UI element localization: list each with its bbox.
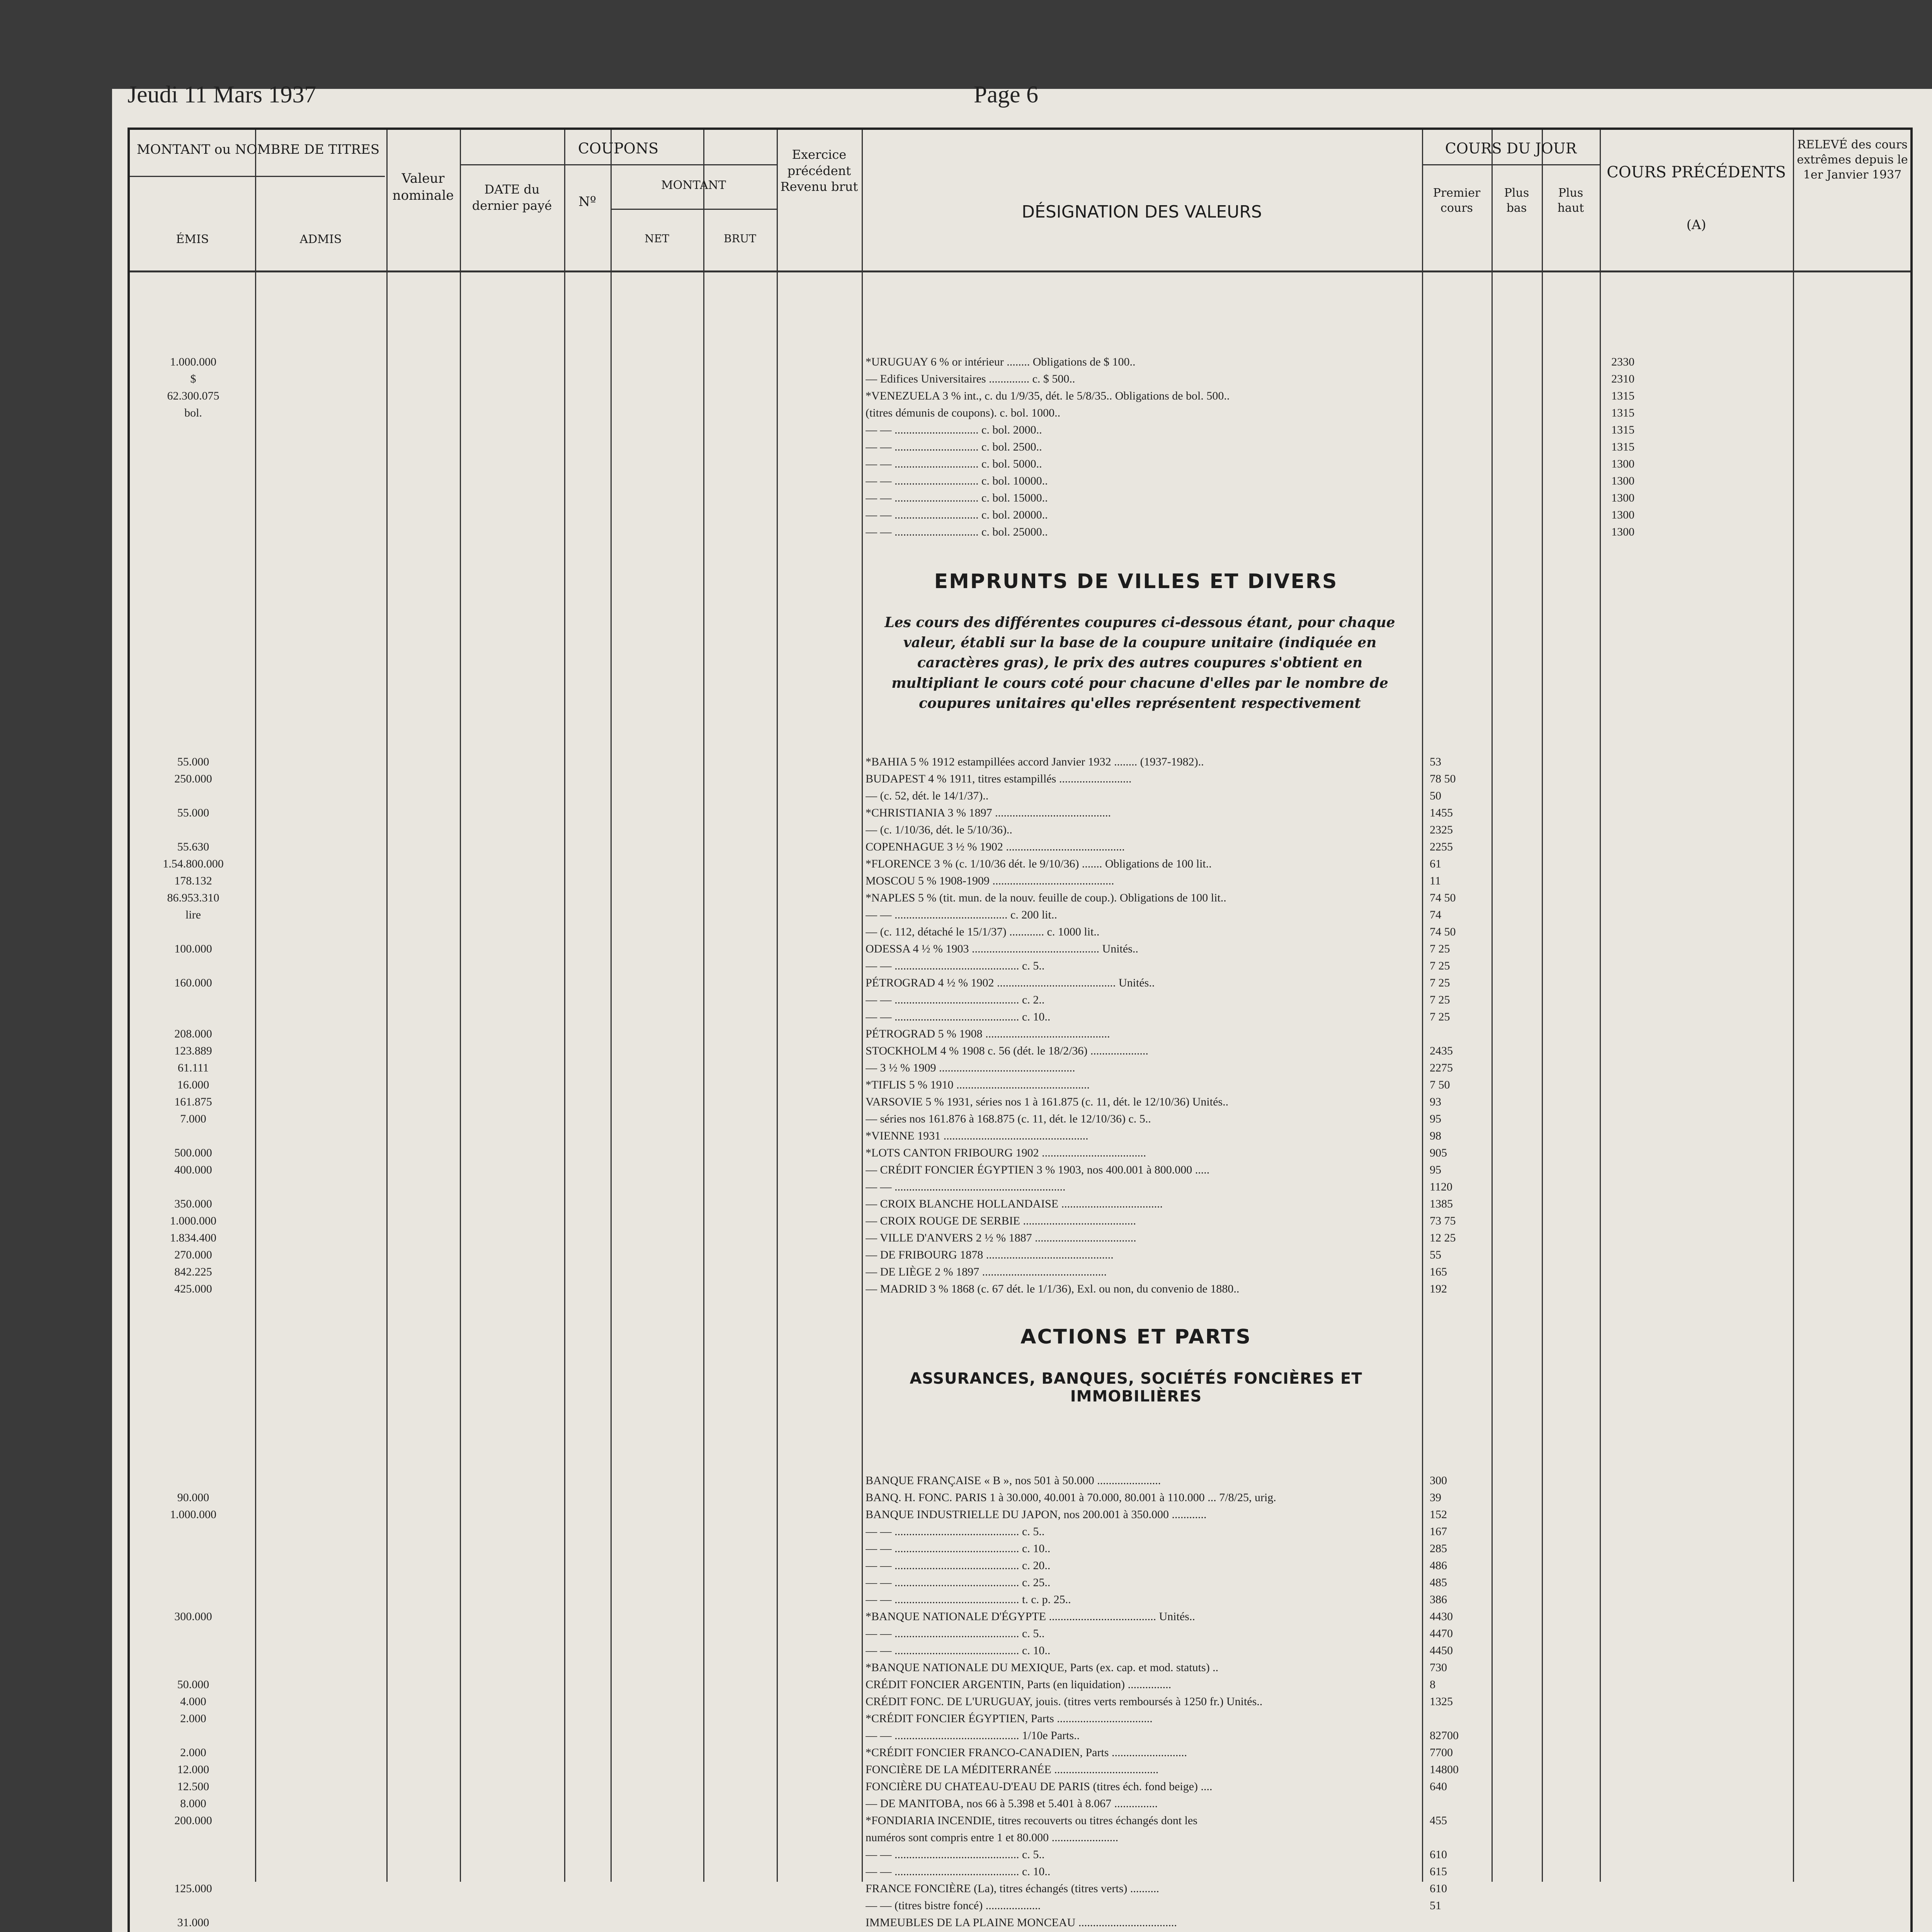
- titres-emis-value: 160.000: [174, 976, 212, 989]
- page-number: Page 6: [974, 82, 1039, 108]
- cours-value: 2255: [1430, 840, 1453, 853]
- titres-emis-value: 55.000: [177, 755, 209, 768]
- security-row: — — ........................................... c. 2..: [866, 993, 1045, 1006]
- cours-value: 95: [1430, 1112, 1441, 1125]
- cours-value: 73 75: [1430, 1214, 1456, 1227]
- cours-value: 55: [1430, 1248, 1441, 1261]
- titres-emis-value: 178.132: [174, 874, 212, 887]
- security-row: — séries nos 161.876 à 168.875 (c. 11, dét. le 12/10/36) c. 5..: [866, 1112, 1151, 1125]
- titres-emis-value: 123.889: [174, 1044, 212, 1057]
- security-row: — — ............................. c. bol. 10000..: [866, 474, 1048, 487]
- security-row: — VILLE D'ANVERS 2 ½ % 1887 ...................................: [866, 1231, 1136, 1244]
- security-row: — — ........................................... c. 25..: [866, 1576, 1051, 1589]
- header-sub-rule: [460, 164, 777, 165]
- titres-emis-value: 270.000: [174, 1248, 212, 1261]
- titres-emis-value: [135, 507, 251, 524]
- security-row: BANQUE INDUSTRIELLE DU JAPON, nos 200.001 à 350.000 ............: [866, 1508, 1207, 1521]
- header-brut: BRUT: [724, 232, 756, 245]
- security-row: FONCIÈRE DU CHATEAU-D'EAU DE PARIS (titres éch. fond beige) ....: [866, 1780, 1213, 1793]
- security-row: FRANCE FONCIÈRE (La), titres échangés (titres verts) ..........: [866, 1882, 1159, 1895]
- security-row: — — ........................................... c. 5..: [866, 1525, 1045, 1538]
- titres-emis-value: 31.000: [177, 1916, 209, 1929]
- security-row: MOSCOU 5 % 1908-1909 ..........................................: [866, 874, 1114, 887]
- titres-emis-value: [135, 923, 251, 940]
- cours-value: 7 25: [1430, 993, 1450, 1006]
- page-date: Jeudi 11 Mars 1937: [128, 82, 316, 108]
- cours-value: 905: [1430, 1146, 1447, 1159]
- cours-value: 1300: [1611, 526, 1634, 538]
- premier-cours-banks: [1430, 1472, 1484, 1932]
- titres-emis-value: 1.000.000: [170, 355, 216, 368]
- titres-emis-value: [135, 1659, 251, 1676]
- emis-figures-city-loans: [135, 753, 251, 1298]
- titres-emis-value: 7.000: [180, 1112, 206, 1125]
- cours-value: 165: [1430, 1265, 1447, 1278]
- header-sub-rule: [130, 176, 385, 177]
- cours-value: 285: [1430, 1542, 1447, 1555]
- titres-emis-value: $: [190, 372, 196, 385]
- security-row: — 3 ½ % 1909 ...............................................: [866, 1061, 1075, 1074]
- header-cours-precedents: COURS PRÉCÉDENTS: [1607, 163, 1786, 181]
- cours-value: [1430, 1710, 1484, 1727]
- cours-value: 1315: [1611, 423, 1634, 436]
- security-row: BANQ. H. FONC. PARIS 1 à 30.000, 40.001 à 70.000, 80.001 à 110.000 ... 7/8/25, urig.: [866, 1491, 1276, 1504]
- cours-value: 2310: [1611, 372, 1634, 385]
- header-date-dernier: DATE du dernier payé: [472, 182, 552, 213]
- security-row: PÉTROGRAD 4 ½ % 1902 ......................................... Unités..: [866, 976, 1155, 989]
- security-row: PÉTROGRAD 5 % 1908 ...........................................: [866, 1027, 1110, 1040]
- security-row: FONCIÈRE DE LA MÉDITERRANÉE ....................................: [866, 1763, 1159, 1776]
- header-bottom-rule: [130, 270, 1910, 272]
- titres-emis-value: lire: [185, 908, 201, 921]
- column-divider: [1542, 130, 1543, 1882]
- security-row: *CRÉDIT FONCIER ÉGYPTIEN, Parts .................................: [866, 1712, 1153, 1725]
- titres-emis-value: 50.000: [177, 1678, 209, 1691]
- security-row: — — ........................................... t. c. p. 25..: [866, 1593, 1071, 1606]
- security-row: — — ........................................... c. 10..: [866, 1644, 1051, 1657]
- cours-value: 2330: [1611, 355, 1634, 368]
- titres-emis-value: [135, 524, 251, 541]
- cours-value: 74: [1430, 908, 1441, 921]
- column-divider: [1492, 130, 1493, 1882]
- titres-emis-value: [135, 1897, 251, 1914]
- security-row: BANQUE FRANÇAISE « B », nos 501 à 50.000 ......................: [866, 1474, 1161, 1487]
- titres-emis-value: 2.000: [180, 1712, 206, 1725]
- security-row: — — ........................................... c. 5..: [866, 1627, 1045, 1640]
- titres-emis-value: 55.630: [177, 840, 209, 853]
- titres-emis-value: [135, 1829, 251, 1846]
- security-row: — — ........................................... 1/10e Parts..: [866, 1729, 1080, 1742]
- titres-emis-value: [135, 1846, 251, 1863]
- header-emis: ÉMIS: [176, 233, 209, 246]
- security-row: — (c. 52, dét. le 14/1/37)..: [866, 789, 989, 802]
- cours-value: 98: [1430, 1129, 1441, 1142]
- titres-emis-value: 500.000: [174, 1146, 212, 1159]
- titres-emis-value: 2.000: [180, 1746, 206, 1759]
- cours-value: 2435: [1430, 1044, 1453, 1057]
- header-admis: ADMIS: [299, 233, 342, 246]
- security-row: — — ........................................... c. 20..: [866, 1559, 1051, 1572]
- security-row: IMMEUBLES DE LA PLAINE MONCEAU ..................................: [866, 1916, 1177, 1929]
- titres-emis-value: [135, 456, 251, 473]
- premier-cours-city-loans: [1430, 753, 1484, 1298]
- security-row: — — ........................................... c. 10..: [866, 1865, 1051, 1878]
- security-row: *CRÉDIT FONCIER FRANCO-CANADIEN, Parts ..........................: [866, 1746, 1187, 1759]
- cours-value: 7 25: [1430, 1010, 1450, 1023]
- column-divider: [1793, 130, 1794, 1882]
- titres-emis-value: 12.500: [177, 1780, 209, 1793]
- cours-value: 1315: [1611, 406, 1634, 419]
- security-row: — — ........................................... c. 10..: [866, 1542, 1051, 1555]
- cours-value: 93: [1430, 1095, 1441, 1108]
- cours-value: 53: [1430, 755, 1441, 768]
- listing-block-city-loans: [866, 753, 1418, 1298]
- titres-emis-value: [135, 490, 251, 507]
- cours-value: 615: [1430, 1865, 1447, 1878]
- header-plus-haut: Plus haut: [1557, 186, 1584, 215]
- emis-figures-bonds: [135, 354, 251, 541]
- security-row: *VENEZUELA 3 % int., c. du 1/9/35, dét. le 5/8/35.. Obligations de bol. 500..: [866, 389, 1230, 402]
- security-row: *URUGUAY 6 % or intérieur ........ Obligations de $ 100..: [866, 355, 1136, 368]
- cours-value: 610: [1430, 1882, 1447, 1895]
- security-row: — DE FRIBOURG 1878 ............................................: [866, 1248, 1114, 1261]
- titres-emis-value: 842.225: [174, 1265, 212, 1278]
- titres-emis-value: 4.000: [180, 1695, 206, 1708]
- security-row: — (c. 112, détaché le 15/1/37) ............ c. 1000 lit..: [866, 925, 1100, 938]
- cours-value: [1430, 1795, 1484, 1812]
- titres-emis-value: [135, 1179, 251, 1196]
- titres-emis-value: [135, 1557, 251, 1574]
- security-row: — — ....................................... c. 200 lit..: [866, 908, 1057, 921]
- titres-emis-value: [135, 439, 251, 456]
- security-row: — — ............................. c. bol. 5000..: [866, 457, 1042, 470]
- column-divider: [460, 130, 461, 1882]
- titres-emis-value: [135, 1574, 251, 1591]
- titres-emis-value: 125.000: [174, 1882, 212, 1895]
- titres-emis-value: [135, 1472, 251, 1489]
- titres-emis-value: [135, 957, 251, 975]
- cours-value: 300: [1430, 1474, 1447, 1487]
- cours-value: [1430, 1026, 1484, 1043]
- cours-value: 78 50: [1430, 772, 1456, 785]
- security-row: — MADRID 3 % 1868 (c. 67 dét. le 1/1/36), Exl. ou non, du convenio de 1880..: [866, 1282, 1240, 1295]
- titres-emis-value: 90.000: [177, 1491, 209, 1504]
- titres-emis-value: [135, 787, 251, 804]
- header-sub-rule: [1422, 164, 1600, 165]
- security-row: *BAHIA 5 % 1912 estampillées accord Janvier 1932 ........ (1937-1982)..: [866, 755, 1204, 768]
- cours-value: 39: [1430, 1491, 1441, 1504]
- cours-value: 730: [1430, 1661, 1447, 1674]
- cours-value: 640: [1430, 1780, 1447, 1793]
- header-cours-du-jour: COURS DU JOUR: [1445, 140, 1577, 157]
- security-row: STOCKHOLM 4 % 1908 c. 56 (dét. le 18/2/36) ....................: [866, 1044, 1148, 1057]
- titres-emis-value: [135, 1863, 251, 1880]
- section-actions-title: ACTIONS ET PARTS: [1020, 1325, 1252, 1349]
- cours-value: [1430, 1829, 1484, 1846]
- security-row: *TIFLIS 5 % 1910 ..............................................: [866, 1078, 1090, 1091]
- titres-emis-value: 100.000: [174, 942, 212, 955]
- titres-emis-value: [135, 1727, 251, 1744]
- cours-value: 50: [1430, 789, 1441, 802]
- security-row: — Edifices Universitaires .............. c. $ 500..: [866, 372, 1075, 385]
- security-row: CRÉDIT FONC. DE L'URUGUAY, jouis. (titres verts remboursés à 1250 fr.) Unités..: [866, 1695, 1263, 1708]
- security-row: — — ........................................... c. 10..: [866, 1010, 1051, 1023]
- security-row: *BANQUE NATIONALE D'ÉGYPTE ..................................... Unités..: [866, 1610, 1195, 1623]
- security-row: *BANQUE NATIONALE DU MEXIQUE, Parts (ex. cap. et mod. statuts) ..: [866, 1661, 1219, 1674]
- cours-value: 1300: [1611, 492, 1634, 504]
- titres-emis-value: 1.834.400: [170, 1231, 216, 1244]
- cours-value: 455: [1430, 1814, 1447, 1827]
- titres-emis-value: 1.000.000: [170, 1508, 216, 1521]
- header-coupons: COUPONS: [578, 140, 659, 157]
- column-divider: [777, 130, 778, 1882]
- cours-value: 61: [1430, 857, 1441, 870]
- security-row: numéros sont compris entre 1 et 80.000 .......................: [866, 1831, 1119, 1844]
- column-divider: [255, 130, 256, 1882]
- header-releve: RELEVÉ des cours extrêmes depuis le 1er Janvier 1937: [1797, 138, 1908, 182]
- titres-emis-value: [135, 1128, 251, 1145]
- titres-emis-value: 62.300.075: [167, 389, 219, 402]
- security-row: — — (titres bistre foncé) ...................: [866, 1899, 1041, 1912]
- security-row: VARSOVIE 5 % 1931, séries nos 1 à 161.875 (c. 11, dét. le 12/10/36) Unités..: [866, 1095, 1229, 1108]
- cours-value: 95: [1430, 1163, 1441, 1176]
- cours-value: 7 25: [1430, 959, 1450, 972]
- titres-emis-value: 400.000: [174, 1163, 212, 1176]
- header-valeur-nominale: Valeur nominale: [392, 171, 454, 204]
- titres-emis-value: [135, 1009, 251, 1026]
- cours-value: 485: [1430, 1576, 1447, 1589]
- cours-value: 1315: [1611, 389, 1634, 402]
- titres-emis-value: 208.000: [174, 1027, 212, 1040]
- cours-value: 82700: [1430, 1729, 1459, 1742]
- cours-value: 7 50: [1430, 1078, 1450, 1091]
- column-divider: [862, 130, 863, 1882]
- cours-precedents-bonds: [1611, 354, 1665, 541]
- titres-emis-value: [135, 1523, 251, 1540]
- cours-value: 192: [1430, 1282, 1447, 1295]
- cours-value: 4450: [1430, 1644, 1453, 1657]
- security-row: — — ............................. c. bol. 15000..: [866, 492, 1048, 504]
- column-divider: [564, 130, 565, 1882]
- security-row: *LOTS CANTON FRIBOURG 1902 ....................................: [866, 1146, 1146, 1159]
- header-cours-precedents-note: (A): [1686, 217, 1706, 233]
- cours-value: 7 25: [1430, 976, 1450, 989]
- titres-emis-value: [135, 821, 251, 838]
- titres-emis-value: 61.111: [177, 1061, 209, 1074]
- security-row: — CROIX ROUGE DE SERBIE .......................................: [866, 1214, 1136, 1227]
- cours-value: 1300: [1611, 474, 1634, 487]
- titres-emis-value: 55.000: [177, 806, 209, 819]
- cours-value: 4430: [1430, 1610, 1453, 1623]
- security-row: — — ............................. c. bol. 20000..: [866, 509, 1048, 521]
- cours-value: 386: [1430, 1593, 1447, 1606]
- cours-value: 4470: [1430, 1627, 1453, 1640]
- security-row: BUDAPEST 4 % 1911, titres estampillés .........................: [866, 772, 1132, 785]
- cours-value: 11: [1430, 874, 1441, 887]
- emis-figures-banks: [135, 1472, 251, 1932]
- cours-value: 2275: [1430, 1061, 1453, 1074]
- cours-value: 12 25: [1430, 1231, 1456, 1244]
- cours-value: 7700: [1430, 1746, 1453, 1759]
- titres-emis-value: [135, 992, 251, 1009]
- titres-emis-value: [135, 1642, 251, 1659]
- security-row: (titres démunis de coupons). c. bol. 1000..: [866, 406, 1061, 419]
- header-designation: DÉSIGNATION DES VALEURS: [1022, 202, 1262, 222]
- titres-emis-value: 425.000: [174, 1282, 212, 1295]
- section-actions-subtitle: ASSURANCES, BANQUES, SOCIÉTÉS FONCIÈRES ET IMMOBILIÈRES: [910, 1370, 1362, 1405]
- column-divider: [1600, 130, 1601, 1882]
- cours-value: 610: [1430, 1848, 1447, 1861]
- security-row: ODESSA 4 ½ % 1903 ............................................ Unités..: [866, 942, 1138, 955]
- cours-value: 1300: [1611, 457, 1634, 470]
- cours-value: 51: [1430, 1899, 1441, 1912]
- titres-emis-value: 86.953.310: [167, 891, 219, 904]
- titres-emis-value: [135, 422, 251, 439]
- security-row: — — ............................. c. bol. 2500..: [866, 440, 1042, 453]
- cours-value: [1430, 1914, 1484, 1931]
- column-divider: [611, 130, 612, 1882]
- cours-value: 1300: [1611, 509, 1634, 521]
- listing-block-banks: [866, 1472, 1418, 1932]
- section-emprunts-title: EMPRUNTS DE VILLES ET DIVERS: [934, 570, 1338, 593]
- titres-emis-value: [135, 473, 251, 490]
- cours-value: 74 50: [1430, 925, 1456, 938]
- cours-value: 1385: [1430, 1197, 1453, 1210]
- titres-emis-value: 200.000: [174, 1814, 212, 1827]
- titres-emis-value: 1.54.800.000: [163, 857, 224, 870]
- security-row: — — ............................. c. bol. 2000..: [866, 423, 1042, 436]
- titres-emis-value: [135, 1540, 251, 1557]
- cours-value: 8: [1430, 1678, 1435, 1691]
- titres-emis-value: 250.000: [174, 772, 212, 785]
- header-premier-cours: Premier cours: [1433, 186, 1481, 215]
- security-row: — (c. 1/10/36, dét. le 5/10/36)..: [866, 823, 1012, 836]
- listing-block-bonds: [866, 354, 1418, 541]
- header-numero: Nº: [578, 194, 596, 209]
- titres-emis-value: 1.000.000: [170, 1214, 216, 1227]
- security-row: — DE MANITOBA, nos 66 à 5.398 et 5.401 à 8.067 ...............: [866, 1797, 1158, 1810]
- header-plus-bas: Plus bas: [1504, 186, 1529, 215]
- security-row: — DE LIÈGE 2 % 1897 ...........................................: [866, 1265, 1107, 1278]
- cours-value: 167: [1430, 1525, 1447, 1538]
- header-montant: MONTANT ou NOMBRE DE TITRES: [136, 142, 380, 157]
- security-row: — — ........................................... c. 5..: [866, 959, 1045, 972]
- section-emprunts-note: Les cours des différentes coupures ci-dessous étant, pour chaque valeur, établi sur la base de la coupure unitaire (indiquée en caractères gras), le prix des autres coupures s'obtient en multipliant le cours coté pour chacune d'elles par le nombre de coupures unitaires qu'elles représentent respectivement: [884, 614, 1395, 711]
- cours-value: 1325: [1430, 1695, 1453, 1708]
- security-row: COPENHAGUE 3 ½ % 1902 .........................................: [866, 840, 1125, 853]
- titres-emis-value: bol.: [184, 406, 202, 419]
- header-montant-coupon: MONTANT: [661, 179, 726, 192]
- cours-value: 7 25: [1430, 942, 1450, 955]
- security-row: — CROIX BLANCHE HOLLANDAISE ...................................: [866, 1197, 1163, 1210]
- column-divider: [386, 130, 388, 1882]
- titres-emis-value: 161.875: [174, 1095, 212, 1108]
- security-row: — CRÉDIT FONCIER ÉGYPTIEN 3 % 1903, nos 400.001 à 800.000 .....: [866, 1163, 1210, 1176]
- header-sub-rule: [611, 209, 777, 210]
- cours-value: 14800: [1430, 1763, 1459, 1776]
- column-divider: [703, 130, 704, 1882]
- titres-emis-value: 350.000: [174, 1197, 212, 1210]
- cours-value: 1455: [1430, 806, 1453, 819]
- security-row: *VIENNE 1931 ..................................................: [866, 1129, 1088, 1142]
- security-row: — — ...........................................................: [866, 1180, 1066, 1193]
- security-row: *CHRISTIANIA 3 % 1897 ........................................: [866, 806, 1111, 819]
- security-row: *NAPLES 5 % (tit. mun. de la nouv. feuille de coup.). Obligations de 100 lit..: [866, 891, 1226, 904]
- titres-emis-value: 8.000: [180, 1797, 206, 1810]
- titres-emis-value: 16.000: [177, 1078, 209, 1091]
- header-net: NET: [645, 232, 669, 245]
- cours-value: 74 50: [1430, 891, 1456, 904]
- titres-emis-value: 300.000: [174, 1610, 212, 1623]
- security-row: *FONDIARIA INCENDIE, titres recouverts ou titres échangés dont les: [866, 1814, 1197, 1827]
- security-row: *FLORENCE 3 % (c. 1/10/36 dét. le 9/10/36) ....... Obligations de 100 lit..: [866, 857, 1212, 870]
- column-divider: [1422, 130, 1423, 1882]
- security-row: — — ............................. c. bol. 25000..: [866, 526, 1048, 538]
- cours-value: 1120: [1430, 1180, 1452, 1193]
- header-exercice: Exercice précédent Revenu brut: [780, 147, 858, 194]
- security-row: CRÉDIT FONCIER ARGENTIN, Parts (en liquidation) ...............: [866, 1678, 1172, 1691]
- titres-emis-value: [135, 1625, 251, 1642]
- cours-value: 152: [1430, 1508, 1447, 1521]
- security-row: — — ........................................... c. 5..: [866, 1848, 1045, 1861]
- titres-emis-value: 12.000: [177, 1763, 209, 1776]
- titres-emis-value: [135, 1591, 251, 1608]
- cours-value: 1315: [1611, 440, 1634, 453]
- cours-value: 2325: [1430, 823, 1453, 836]
- cours-value: 486: [1430, 1559, 1447, 1572]
